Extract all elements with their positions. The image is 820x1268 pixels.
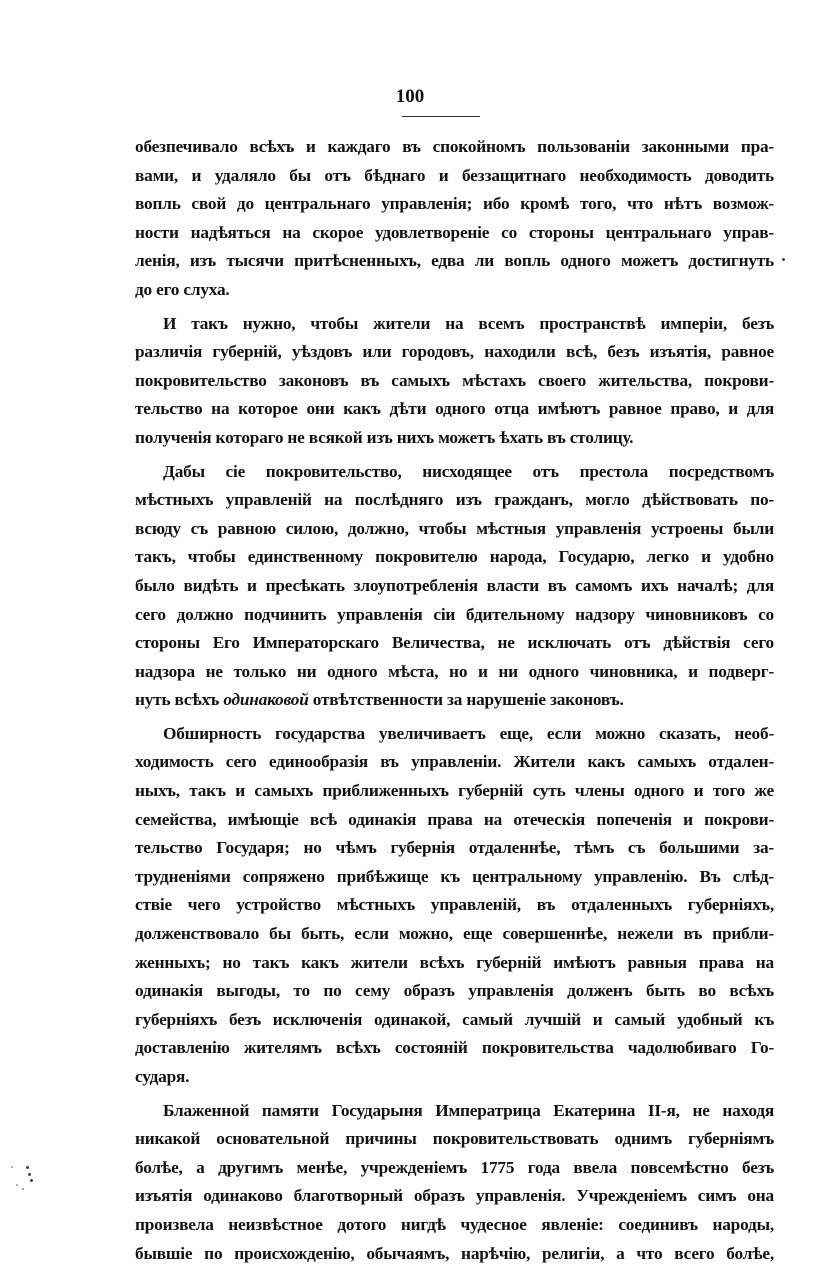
text-line: было видѣть и пресѣкать злоупотребленія власти въ самомъ ихъ началѣ; для xyxy=(135,575,774,595)
page-number: 100 xyxy=(395,86,425,107)
text-line: Блаженной памяти Государыня Императрица Екатерина II-я, не находя xyxy=(163,1100,774,1120)
text-line xyxy=(135,686,774,715)
paragraph-2 xyxy=(135,310,774,453)
text-line: ности надѣяться на скорое удовлетвореніе со стороны центральнаго управ- xyxy=(135,222,774,242)
paragraph-3 xyxy=(135,458,774,715)
text-line: губерніяхъ безъ исключенія одинакой, самый лучшій и самый удобный къ xyxy=(135,1009,774,1029)
text-line: сего должно подчинить управленія сіи бдительному надзору чиновниковъ со xyxy=(135,604,774,624)
emphasized-word: одинаковой xyxy=(223,690,309,710)
text-run: отвѣтственности за нарушеніе законовъ. xyxy=(308,690,624,710)
text-line: произвела неизвѣстное дотого нигдѣ чудесное явленіе: соединивъ народы, xyxy=(135,1214,774,1234)
scan-speck xyxy=(28,1173,31,1176)
text-line: ленія, изъ тысячи притѣсненныхъ, едва ли вопль одного можетъ достигнуть xyxy=(135,251,774,271)
text-line: одинакія выгоды, то по сему образъ управленія долженъ быть во всѣхъ xyxy=(135,981,774,1001)
paragraph-5 xyxy=(135,1097,774,1268)
text-line: покровительство законовъ въ самыхъ мѣстахъ своего жительства, покрови- xyxy=(135,370,774,390)
text-line: мѣстныхъ управленій на послѣдняго изъ гражданъ, могло дѣйствовать по- xyxy=(135,490,774,510)
text-line: долженствовало бы быть, если можно, еще совершеннѣе, нежели въ прибли- xyxy=(135,924,774,944)
text-line: обезпечивало всѣхъ и каждаго въ спокойномъ пользованіи законными пра- xyxy=(135,137,774,156)
text-line: вопль свой до центральнаго управленія; ибо кромѣ того, что нѣтъ возмож- xyxy=(135,194,774,214)
text-line: до его слуха. xyxy=(135,279,230,299)
text-line: болѣе, а другимъ менѣе, учрежденіемъ 1775 года ввела повсемѣстно безъ xyxy=(135,1157,774,1177)
scan-speck xyxy=(11,1166,13,1168)
page-number-underline xyxy=(402,116,480,117)
scan-speck xyxy=(30,1179,33,1182)
body-text xyxy=(135,133,774,1268)
text-line: различія губерній, уѣздовъ или городовъ, находили всѣ, безъ изъятія, равное xyxy=(135,342,774,362)
text-line: семейства, имѣющіе всѣ одинакія права на отеческія попеченія и покрови- xyxy=(135,809,774,829)
text-line: тельство Государя; но чѣмъ губернія отдаленнѣе, тѣмъ съ большими за- xyxy=(135,838,774,858)
scan-speck xyxy=(22,1188,24,1190)
text-line: ствіе чего устройство мѣстныхъ управленій, въ отдаленныхъ губерніяхъ, xyxy=(135,895,774,915)
scan-speck xyxy=(782,258,785,261)
text-line: И такъ нужно, чтобы жители на всемъ пространствѣ имперіи, безъ xyxy=(163,313,774,333)
text-line: ныхъ, такъ и самыхъ приближенныхъ губерній суть члены одного и того же xyxy=(135,781,774,801)
text-line: Обширность государства увеличиваетъ еще, если можно сказать, необ- xyxy=(163,723,774,743)
text-line: трудненіями сопряжено прибѣжище къ центральному управленію. Въ слѣд- xyxy=(135,866,774,886)
paragraph-4 xyxy=(135,720,774,1092)
text-line: всюду съ равною силою, должно, чтобы мѣстныя управленія устроены были xyxy=(135,518,774,538)
text-line: тельство на которое они какъ дѣти одного отца имѣютъ равное право, и для xyxy=(135,399,774,419)
paragraph-1 xyxy=(135,133,774,305)
text-line: ходимость сего единообразія въ управленіи. Жители какъ самыхъ отдален- xyxy=(135,752,774,772)
text-line: такъ, чтобы единственному покровителю народа, Государю, легко и удобно xyxy=(135,547,774,567)
text-line: вами, и удаляло бы отъ бѣднаго и беззащитнаго необходимость доводить xyxy=(135,165,774,185)
text-line: бывшіе по происхожденію, обычаямъ, нарѣчію, религіи, а что всего болѣе, xyxy=(135,1243,774,1263)
text-line: полученія котораго не всякой изъ нихъ можетъ ѣхать въ столицу. xyxy=(135,427,634,447)
scan-speck xyxy=(16,1184,18,1186)
text-line: женныхъ; но такъ какъ жители всѣхъ губерній имѣютъ равныя права на xyxy=(135,952,774,972)
text-line: сударя. xyxy=(135,1067,190,1086)
text-line: надзора не только ни одного мѣста, но и ни одного чиновника, и подверг- xyxy=(135,661,774,681)
text-line: изъятія одинаково благотворный образъ управленія. Учрежденіемъ симъ она xyxy=(135,1186,774,1206)
scan-speck xyxy=(26,1166,29,1169)
text-line: Дабы сіе покровительство, нисходящее отъ престола посредствомъ xyxy=(163,461,774,481)
text-run: нуть всѣхъ xyxy=(135,690,224,710)
text-line: стороны Его Императорскаго Величества, не исключать отъ дѣйствія сего xyxy=(135,633,774,653)
text-line: доставленію жителямъ всѣхъ состояній покровительства чадолюбиваго Го- xyxy=(135,1038,774,1058)
text-line: никакой основательной причины покровительствовать однимъ губерніямъ xyxy=(135,1129,774,1149)
